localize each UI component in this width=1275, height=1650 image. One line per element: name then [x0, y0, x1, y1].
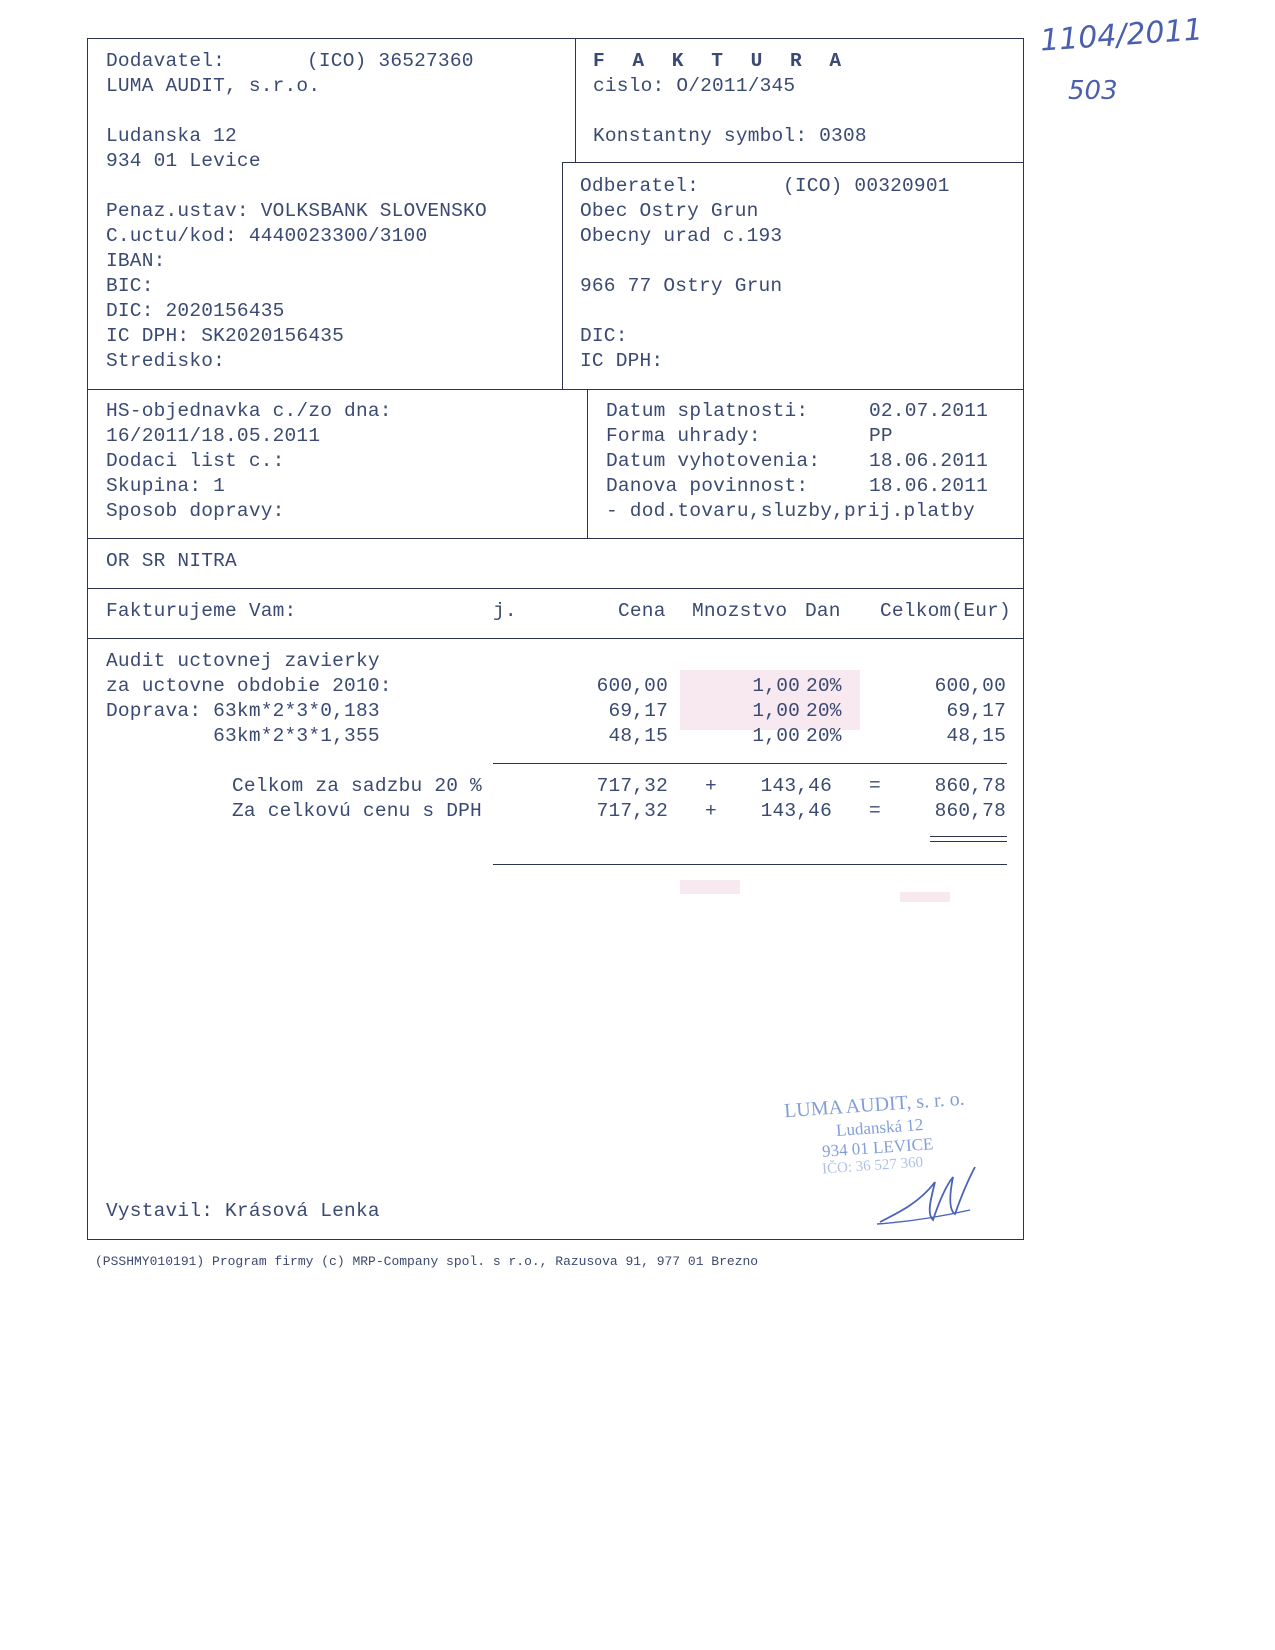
table-row-desc: Doprava: 63km*2*3*0,183: [106, 700, 380, 722]
register-court: OR SR NITRA: [106, 550, 237, 572]
due-date-value: 02.07.2011: [869, 400, 989, 422]
summary-plus: +: [705, 800, 717, 822]
footer-software-note: (PSSHMY010191) Program firmy (c) MRP-Company spol. s r.o., Razusova 91, 977 01 Brezno: [95, 1254, 759, 1269]
supplier-dic: DIC: 2020156435: [106, 300, 285, 322]
summary-base: 717,32: [596, 775, 668, 797]
supplier-name: LUMA AUDIT, s.r.o.: [106, 75, 321, 97]
summary-equals: =: [869, 775, 881, 797]
supplier-account: C.uctu/kod: 4440023300/3100: [106, 225, 428, 247]
customer-dic: DIC:: [580, 325, 628, 347]
payment-form-label: Forma uhrady:: [606, 425, 761, 447]
summary-label: Celkom za sadzbu 20 %: [232, 775, 482, 797]
subtotal-line: [493, 763, 1007, 764]
summary-vat: 143,46: [760, 775, 832, 797]
summary-total: 860,78: [934, 800, 1006, 822]
customer-label: Odberatel:: [580, 175, 700, 197]
table-row-total: 69,17: [946, 700, 1006, 722]
supplier-street: Ludanska 12: [106, 125, 237, 147]
supplier-city: 934 01 Levice: [106, 150, 261, 172]
summary-equals: =: [869, 800, 881, 822]
table-row-price: 48,15: [608, 725, 668, 747]
order-line-1: HS-objednavka c./zo dna:: [106, 400, 392, 422]
invoice-title: F A K T U R A: [593, 50, 850, 72]
table-row-total: 48,15: [946, 725, 1006, 747]
customer-name: Obec Ostry Grun: [580, 200, 759, 222]
table-row-desc: Audit uctovnej zavierky: [106, 650, 380, 672]
table-row-tax: 20%: [806, 725, 842, 747]
customer-office: Obecny urad c.193: [580, 225, 783, 247]
supplier-icdph: IC DPH: SK2020156435: [106, 325, 345, 347]
summary-plus: +: [705, 775, 717, 797]
stamp-company-name: LUMA AUDIT, s. r. o.: [783, 1087, 966, 1123]
table-row-price: 600,00: [596, 675, 668, 697]
frame-bottom: [87, 1239, 1024, 1240]
divider-customer-left: [562, 162, 563, 389]
divider-row-2: [87, 538, 1024, 539]
order-line-3: Dodaci list c.:: [106, 450, 285, 472]
frame-top: [87, 38, 1024, 39]
handwritten-invoice-number: 1104/2011: [1038, 12, 1204, 59]
table-row-total: 600,00: [934, 675, 1006, 697]
tax-date-note: - dod.tovaru,sluzby,prij.platby: [606, 500, 975, 522]
order-line-5: Sposob dopravy:: [106, 500, 285, 522]
table-row-price: 69,17: [608, 700, 668, 722]
frame-left: [87, 38, 88, 1240]
divider-row-1: [87, 389, 1024, 390]
due-date-label: Datum splatnosti:: [606, 400, 809, 422]
stamp-city: 934 01 LEVICE: [821, 1134, 934, 1161]
table-row-qty: 1,00: [752, 725, 800, 747]
divider-order-vertical: [587, 389, 588, 538]
stamp-ico: IČO: 36 527 360: [821, 1154, 924, 1178]
summary-bottom-line: [493, 864, 1007, 865]
frame-right: [1023, 38, 1024, 1240]
summary-vat: 143,46: [760, 800, 832, 822]
tax-date-label: Danova povinnost:: [606, 475, 809, 497]
supplier-ico: (ICO) 36527360: [307, 50, 474, 72]
stamp-bleed: [680, 880, 740, 894]
stamp-bleed: [900, 892, 950, 902]
supplier-iban: IBAN:: [106, 250, 166, 272]
table-header-total: Celkom(Eur): [880, 600, 1011, 622]
handwritten-mark: 503: [1068, 76, 1118, 106]
divider-row-3: [87, 588, 1024, 589]
issue-date-label: Datum vyhotovenia:: [606, 450, 821, 472]
table-header-desc: Fakturujeme Vam:: [106, 600, 297, 622]
stamp-street: Ludanská 12: [835, 1114, 924, 1141]
table-header-tax: Dan: [805, 600, 841, 622]
supplier-bic: BIC:: [106, 275, 154, 297]
customer-city: 966 77 Ostry Grun: [580, 275, 783, 297]
table-row-qty: 1,00: [752, 700, 800, 722]
supplier-label: Dodavatel:: [106, 50, 226, 72]
table-header-qty: Mnozstvo: [692, 600, 788, 622]
table-row-desc: za uctovne obdobie 2010:: [106, 675, 392, 697]
table-row-qty: 1,00: [752, 675, 800, 697]
payment-form-value: PP: [869, 425, 893, 447]
summary-label: Za celkovú cenu s DPH: [232, 800, 482, 822]
table-header-price: Cena: [618, 600, 666, 622]
table-row-desc: 63km*2*3*1,355: [106, 725, 380, 747]
invoice-number: cislo: O/2011/345: [593, 75, 796, 97]
invoice-constant-symbol: Konstantny symbol: 0308: [593, 125, 867, 147]
signature-icon: [875, 1152, 985, 1232]
customer-icdph: IC DPH:: [580, 350, 664, 372]
issue-date-value: 18.06.2011: [869, 450, 989, 472]
total-double-line-2: [930, 841, 1007, 842]
table-header-unit: j.: [493, 600, 517, 622]
table-row-tax: 20%: [806, 675, 842, 697]
supplier-stredisko: Stredisko:: [106, 350, 226, 372]
order-line-4: Skupina: 1: [106, 475, 226, 497]
divider-header-vertical: [575, 38, 576, 162]
summary-total: 860,78: [934, 775, 1006, 797]
tax-date-value: 18.06.2011: [869, 475, 989, 497]
summary-base: 717,32: [596, 800, 668, 822]
order-line-2: 16/2011/18.05.2011: [106, 425, 321, 447]
customer-ico: (ICO) 00320901: [783, 175, 950, 197]
divider-customer-top: [562, 162, 1024, 163]
issued-by: Vystavil: Krásová Lenka: [106, 1200, 380, 1222]
table-row-tax: 20%: [806, 700, 842, 722]
divider-row-4: [87, 638, 1024, 639]
supplier-bank: Penaz.ustav: VOLKSBANK SLOVENSKO: [106, 200, 487, 222]
total-double-line-1: [930, 836, 1007, 837]
